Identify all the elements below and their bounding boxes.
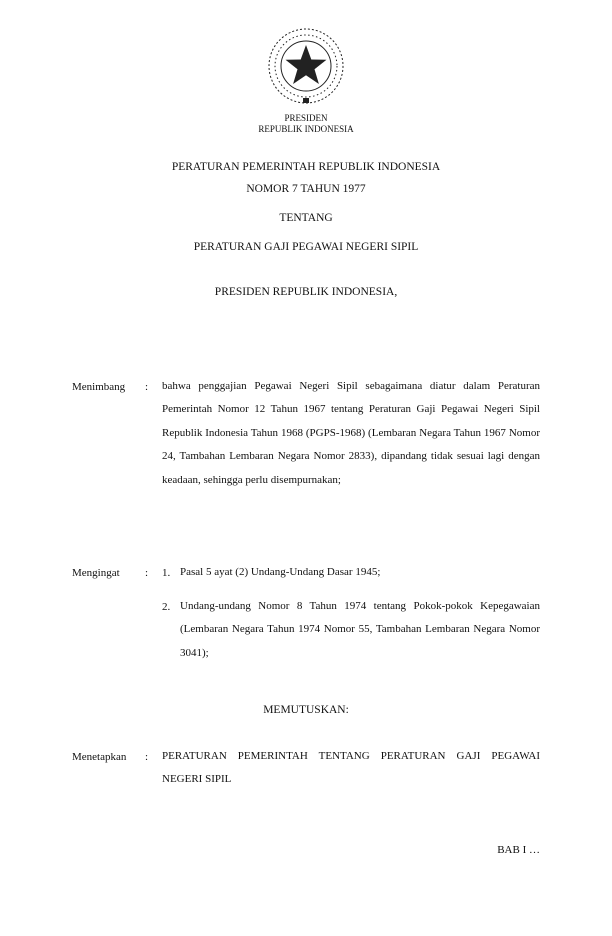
stipulating-colon: :	[145, 751, 149, 763]
stipulating-label: Menetapkan	[72, 751, 127, 763]
decision-heading: MEMUTUSKAN:	[263, 704, 349, 716]
stipulating-text: PERATURAN PEMERINTAH TENTANG PERATURAN GAJI PEGAWAI NEGERI SIPIL	[162, 750, 540, 786]
recalling-item-text: Undang-undang Nomor 8 Tahun 1974 tentang Pokok-pokok Kepegawaian (Lembaran Negara Tahun 1974 Nomor 55, Tambahan Lembaran Negara Nomor 3041);	[180, 600, 540, 659]
header-republic: REPUBLIK INDONESIA	[258, 124, 354, 134]
recalling-item-text: Pasal 5 ayat (2) Undang-Undang Dasar 1945;	[180, 566, 381, 578]
header-president: PRESIDEN	[284, 113, 328, 123]
regulation-title: PERATURAN PEMERINTAH REPUBLIK INDONESIA	[171, 161, 441, 173]
enactor-line: PRESIDEN REPUBLIK INDONESIA,	[214, 286, 398, 298]
regulation-about: TENTANG	[279, 212, 333, 224]
recalling-item-number: 2.	[162, 601, 171, 613]
next-page-reference: BAB I …	[497, 844, 540, 856]
recalling-item-number: 1.	[162, 567, 171, 579]
recalling-label: Mengingat	[72, 567, 120, 579]
regulation-subject: PERATURAN GAJI PEGAWAI NEGERI SIPIL	[193, 241, 419, 253]
regulation-number: NOMOR 7 TAHUN 1977	[246, 183, 366, 195]
considering-label: Menimbang	[72, 381, 126, 393]
considering-text: bahwa penggajian Pegawai Negeri Sipil sebagaimana diatur dalam Peraturan Pemerintah Nomor 12 Tahun 1967 tentang Peraturan Gaji Pegawai Negeri Sipil Republik Indonesia Tahun 1968 (PGPS-1968) (Lembaran Negara Tahun 1967 Nomor 24, Tambahan Lembaran Negara Nomor 2833), dipandang tidak sesuai lagi dengan keadaan, sehingga perlu disempurnakan;	[162, 380, 540, 486]
considering-colon: :	[145, 381, 149, 393]
recalling-colon: :	[145, 567, 149, 579]
garuda-star-emblem-icon	[266, 26, 346, 106]
